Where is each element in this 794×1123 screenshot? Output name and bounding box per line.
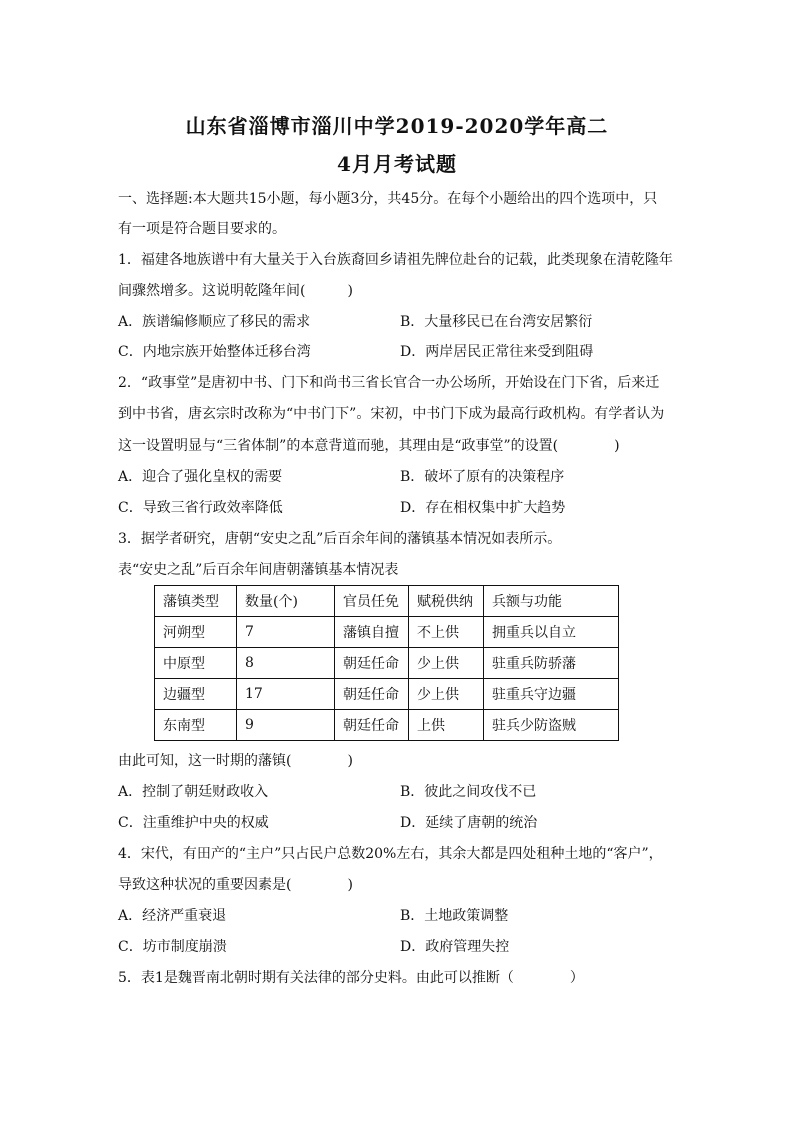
q3-option-b: B．彼此之间攻伐不已 [400,784,537,800]
table-cell: 17 [237,679,335,710]
q4-option-c: C．坊市制度崩溃 [118,939,227,955]
table-cell: 朝廷任命 [335,648,409,679]
q1-stem-1: 1．福建各地族谱中有大量关于入台族裔回乡请祖先牌位赴台的记载，此类现象在清乾隆年 [118,252,673,268]
table-row [155,679,619,710]
q2-option-c: C．导致三省行政效率降低 [118,500,283,516]
table-cell: 河朔型 [155,617,237,648]
q4-option-b: B．土地政策调整 [400,908,509,924]
table-header-row [155,586,619,617]
q2-option-d: D．存在相权集中扩大趋势 [400,500,566,516]
exam-title: 山东省淄博市淄川中学2019-2020学年高二 [185,114,609,138]
q1-option-c: C．内地宗族开始整体迁移台湾 [118,344,311,360]
table-cell: 驻重兵守边疆 [484,679,619,710]
table-cell: 驻重兵防骄藩 [484,648,619,679]
q3-question: 由此可知，这一时期的藩镇( ) [118,753,353,769]
table-cell: 中原型 [155,648,237,679]
table-cell: 拥重兵以自立 [484,617,619,648]
q5-stem: 5．表1是魏晋南北朝时期有关法律的部分史料。由此可以推断（ ） [118,970,584,986]
q1-option-b: B．大量移民已在台湾安居繁衍 [400,314,593,330]
table-row [155,710,619,741]
table-cell: 不上供 [409,617,484,648]
table-cell: 边疆型 [155,679,237,710]
table-header-cell: 官员任免 [335,586,409,617]
q2-stem-3: 这一设置明显与“三省体制”的本意背道而驰，其理由是“政事堂”的设置( ) [118,438,620,454]
table-cell: 驻兵少防盗贼 [484,710,619,741]
q2-option-b: B．破坏了原有的决策程序 [400,469,565,485]
q4-option-d: D．政府管理失控 [400,939,510,955]
q2-stem-2: 到中书省，唐玄宗时改称为“中书门下”。宋初，中书门下成为最高行政机构。有学者认为 [118,406,665,422]
fanzhen-table [154,585,619,741]
table-cell: 朝廷任命 [335,679,409,710]
q2-option-a: A．迎合了强化皇权的需要 [118,469,283,485]
table-cell: 少上供 [409,679,484,710]
q2-stem-1: 2．“政事堂”是唐初中书、门下和尚书三省长官合一办公场所，开始设在门下省，后来迁 [118,375,660,391]
section-instruction-2: 有一项是符合题目要求的。 [118,221,286,237]
q3-option-d: D．延续了唐朝的统治 [400,815,538,831]
q4-stem-1: 4．宋代，有田产的“主户”只占民户总数20%左右，其余大都是四处租种土地的“客户”， [118,846,663,862]
table-cell: 藩镇自擅 [335,617,409,648]
exam-subtitle: 4月月考试题 [337,152,457,176]
table-row [155,617,619,648]
q3-option-c: C．注重维护中央的权威 [118,815,269,831]
table-cell: 朝廷任命 [335,710,409,741]
table-cell: 少上供 [409,648,484,679]
q3-stem: 3．据学者研究，唐朝“安史之乱”后百余年间的藩镇基本情况如表所示。 [118,531,562,547]
q4-stem-2: 导致这种状况的重要因素是( ) [118,877,353,893]
table-cell: 7 [237,617,335,648]
q4-option-a: A．经济严重衰退 [118,908,227,924]
table-header-cell: 数量(个) [237,586,335,617]
table-cell: 8 [237,648,335,679]
table-header-cell: 兵额与功能 [484,586,619,617]
table-header-cell: 藩镇类型 [155,586,237,617]
q1-option-d: D．两岸居民正常往来受到阻碍 [400,344,594,360]
q1-option-a: A．族谱编修顺应了移民的需求 [118,314,311,330]
section-instruction-1: 一、选择题:本大题共15小题，每小题3分，共45分。在每个小题给出的四个选项中，只 [118,191,658,207]
table-cell: 东南型 [155,710,237,741]
table-cell: 上供 [409,710,484,741]
q3-option-a: A．控制了朝廷财政收入 [118,784,269,800]
q1-stem-2: 间骤然增多。这说明乾隆年间( ) [118,283,353,299]
table-cell: 9 [237,710,335,741]
q3-table-caption: 表“安史之乱”后百余年间唐朝藩镇基本情况表 [118,562,399,578]
table-header-cell: 赋税供纳 [409,586,484,617]
table-row [155,648,619,679]
